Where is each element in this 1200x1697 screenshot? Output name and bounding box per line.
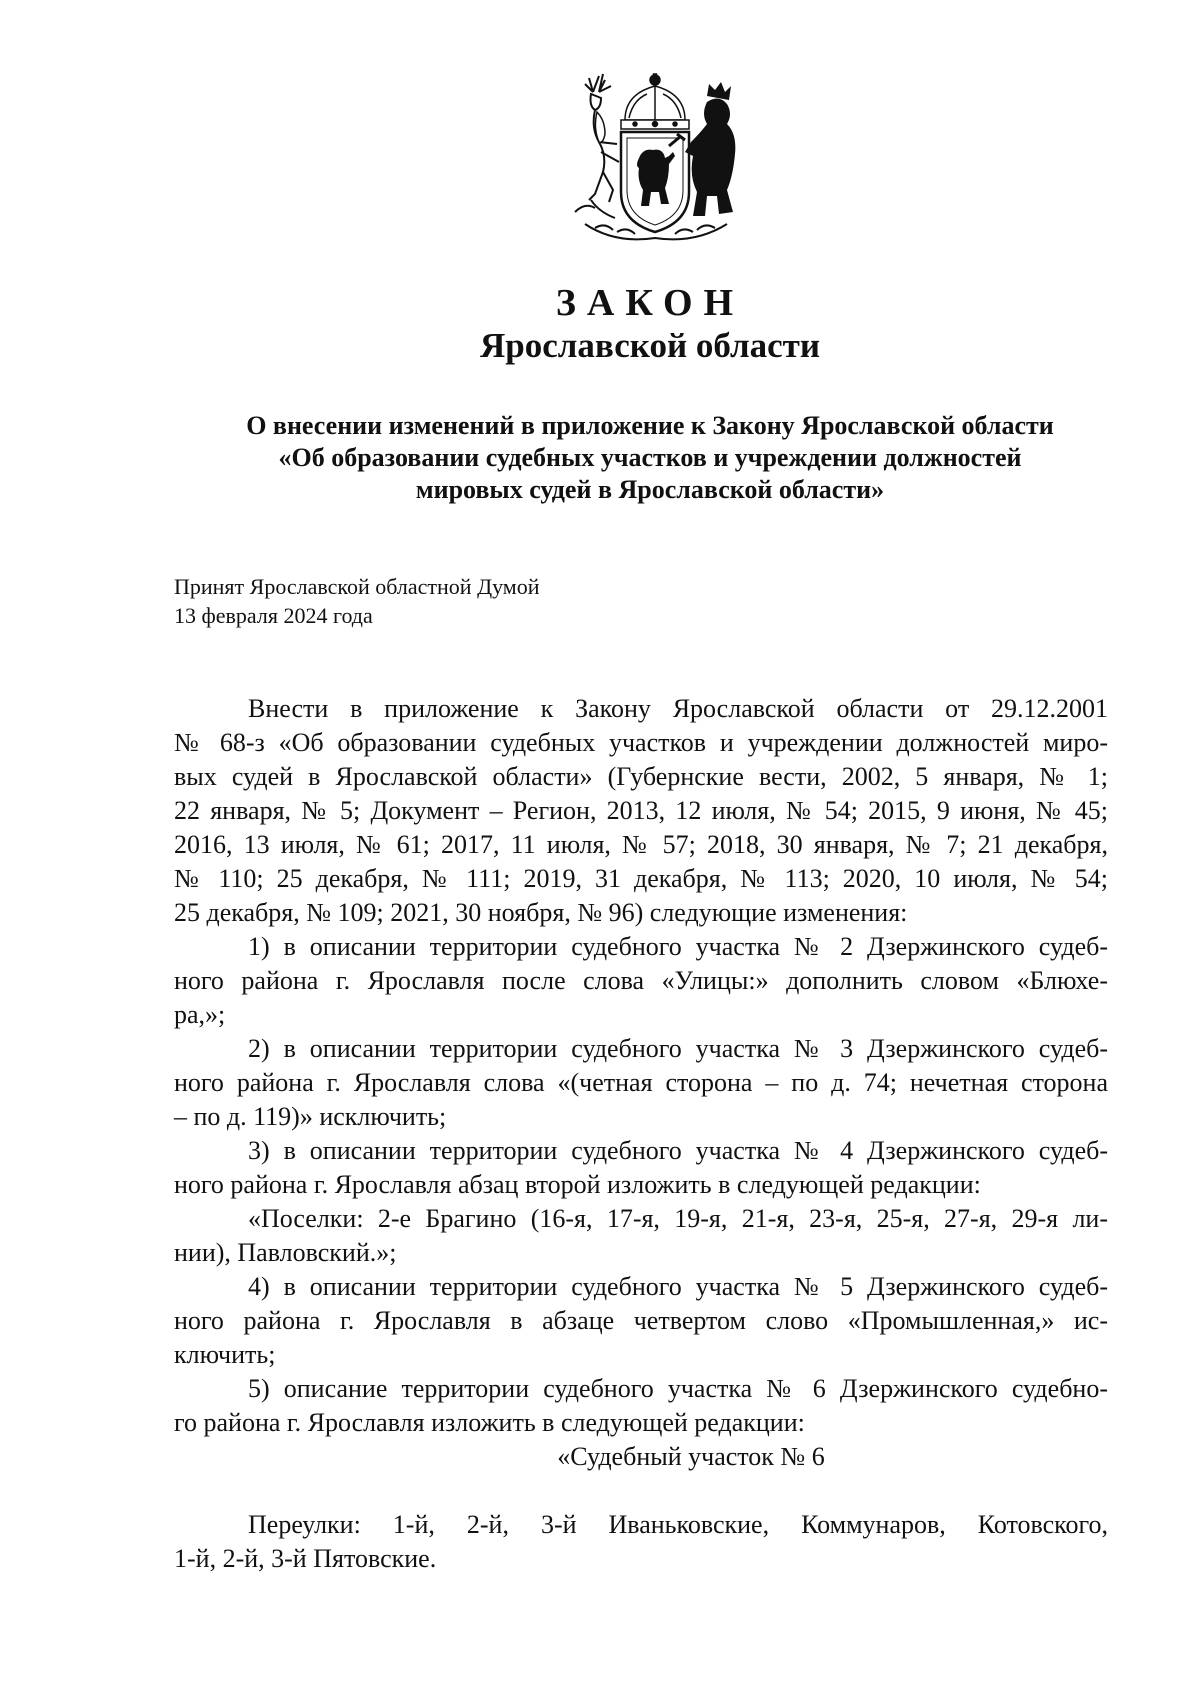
body-line: – по д. 119)» исключить; [174, 1102, 447, 1131]
body-line: № 68-з «Об образовании судебных участков и учреждении должностей миро- [174, 728, 1108, 757]
region-name: Ярославской области [479, 326, 821, 365]
law-subject [150, 410, 1150, 506]
body-line: ного района г. Ярославля слова «(четная сторона – по д. 74; нечетная сторона [174, 1068, 1108, 1097]
lanes-line: 1-й, 2-й, 3-й Пятовские. [174, 1544, 437, 1573]
body-line: ра,»; [174, 1000, 226, 1029]
body-line: вых судей в Ярославской области» (Губернские вести, 2002, 5 января, № 1; [174, 762, 1108, 791]
body-line: 25 декабря, № 109; 2021, 30 ноября, № 96) следующие изменения: [174, 898, 908, 927]
subject-line: «Об образовании судебных участков и учреждении должностей [278, 443, 1022, 472]
body-line: ного района г. Ярославля абзац второй изложить в следующей редакции: [174, 1170, 981, 1199]
amendment-item-4: 4) в описании территории судебного участка № 5 Дзержинского судеб- [248, 1272, 1108, 1301]
amendment-quote: «Поселки: 2-е Брагино (16-я, 17-я, 19-я, 21-я, 23-я, 25-я, 27-я, 29-я ли- [248, 1204, 1108, 1233]
adoption-body: Принят Ярославской областной Думой [174, 574, 540, 599]
law-heading: ЗАКОН [555, 282, 745, 324]
coat-of-arms-emblem [555, 72, 755, 248]
spacer [174, 1474, 1108, 1508]
body-line: ного района г. Ярославля в абзаце четвертом слово «Промышленная,» ис- [174, 1306, 1108, 1335]
body-line: го района г. Ярославля изложить в следующей редакции: [174, 1408, 805, 1437]
body-line: ного района г. Ярославля после слова «Улицы:» дополнить словом «Блюхе- [174, 966, 1108, 995]
subject-line: мировых судей в Ярославской области» [415, 475, 885, 504]
amendment-item-2: 2) в описании территории судебного участка № 3 Дзержинского судеб- [248, 1034, 1108, 1063]
body-line: ключить; [174, 1340, 276, 1369]
body-line: 22 января, № 5; Документ – Регион, 2013, 12 июля, № 54; 2015, 9 июня, № 45; [174, 796, 1108, 825]
body-line: № 110; 25 декабря, № 111; 2019, 31 декабря, № 113; 2020, 10 июля, № 54; [174, 864, 1108, 893]
body-line: нии), Павловский.»; [174, 1238, 397, 1267]
amendment-item-3: 3) в описании территории судебного участка № 4 Дзержинского судеб- [248, 1136, 1108, 1165]
section-heading: «Судебный участок № 6 [557, 1442, 825, 1471]
body-line: 2016, 13 июля, № 61; 2017, 11 июля, № 57; 2018, 30 января, № 7; 21 декабря, [174, 830, 1108, 859]
lanes-line: Переулки: 1-й, 2-й, 3-й Иваньковские, Коммунаров, Котовского, [248, 1510, 1108, 1539]
amendment-item-1: 1) в описании территории судебного участка № 2 Дзержинского судеб- [248, 932, 1108, 961]
subject-line: О внесении изменений в приложение к Закону Ярославской области [246, 411, 1054, 440]
law-body [174, 692, 1108, 1576]
body-line: Внести в приложение к Закону Ярославской области от 29.12.2001 [248, 694, 1108, 723]
adoption-note [174, 572, 540, 630]
amendment-item-5: 5) описание территории судебного участка № 6 Дзержинского судебно- [248, 1374, 1108, 1403]
adoption-date: 13 февраля 2024 года [174, 603, 373, 628]
law-title-block [150, 282, 1150, 368]
